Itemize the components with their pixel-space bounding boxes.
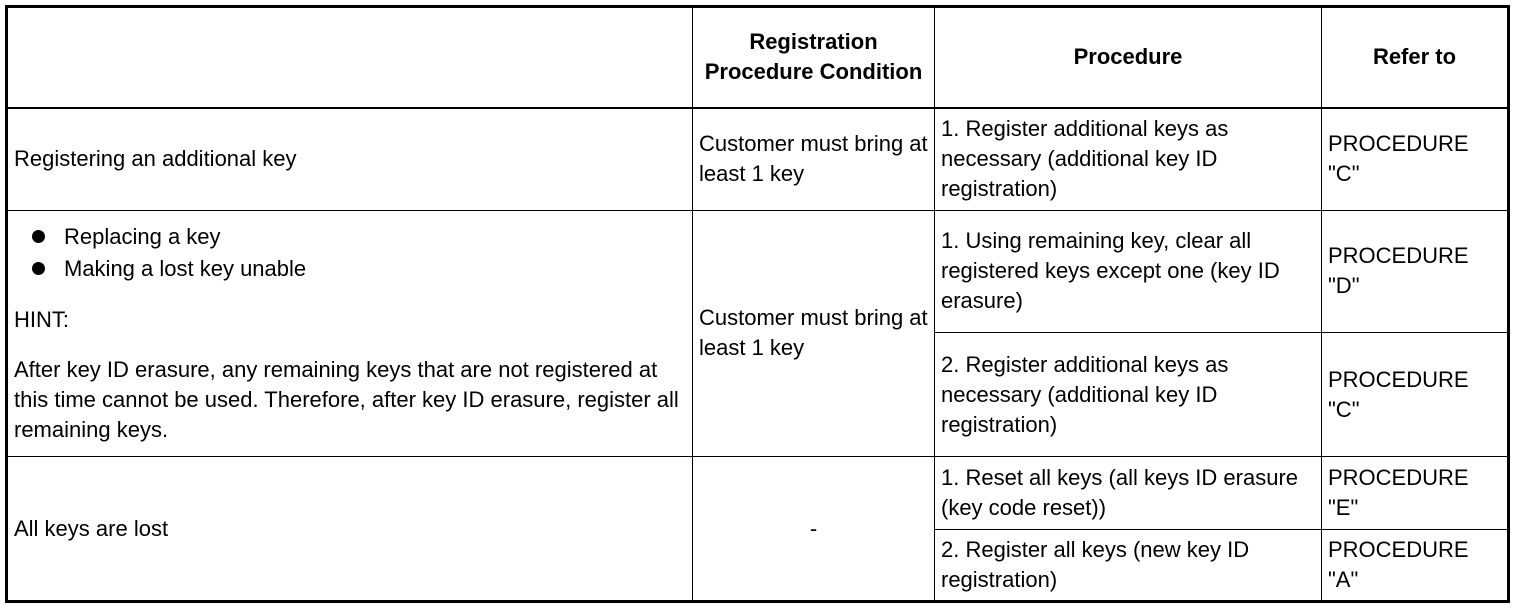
procedure-cell: 2. Register additional keys as necessary (additional key ID registration) (935, 333, 1322, 457)
situation-cell: Registering an additional key (7, 108, 693, 211)
header-refer-to: Refer to (1322, 7, 1509, 108)
key-registration-table (5, 5, 1510, 603)
refer-to-cell: PROCEDURE "C" (1322, 333, 1509, 457)
table-row (7, 210, 1509, 333)
condition-cell: - (693, 457, 935, 602)
procedure-cell: 1. Using remaining key, clear all registered keys except one (key ID erasure) (935, 210, 1322, 333)
header-condition: Registration Procedure Condition (693, 7, 935, 108)
table-row (7, 457, 1509, 529)
procedure-cell: 1. Register additional keys as necessary (additional key ID registration) (935, 108, 1322, 211)
condition-cell: Customer must bring at least 1 key (693, 210, 935, 456)
refer-to-cell: PROCEDURE "A" (1322, 529, 1509, 601)
bullet-icon (32, 230, 45, 243)
situation-cell (7, 210, 693, 456)
situation-cell: All keys are lost (7, 457, 693, 602)
condition-cell: Customer must bring at least 1 key (693, 108, 935, 211)
refer-to-cell: PROCEDURE "E" (1322, 457, 1509, 529)
header-procedure: Procedure (935, 7, 1322, 108)
procedure-cell: 2. Register all keys (new key ID registration) (935, 529, 1322, 601)
list-item: Replacing a key (14, 221, 686, 253)
bullet-icon (32, 262, 45, 275)
list-item: Making a lost key unable (14, 253, 686, 285)
hint-text: After key ID erasure, any remaining keys that are not registered at this time cannot be used. Therefore, after key ID erasure, register all remaining keys. (14, 357, 679, 443)
header-row (7, 7, 1509, 108)
table-row (7, 108, 1509, 211)
situation-bullet-list (14, 221, 686, 285)
header-situation (7, 7, 693, 108)
refer-to-cell: PROCEDURE "C" (1322, 108, 1509, 211)
procedure-cell: 1. Reset all keys (all keys ID erasure (key code reset)) (935, 457, 1322, 529)
refer-to-cell: PROCEDURE "D" (1322, 210, 1509, 333)
hint-label: HINT: (14, 307, 69, 333)
